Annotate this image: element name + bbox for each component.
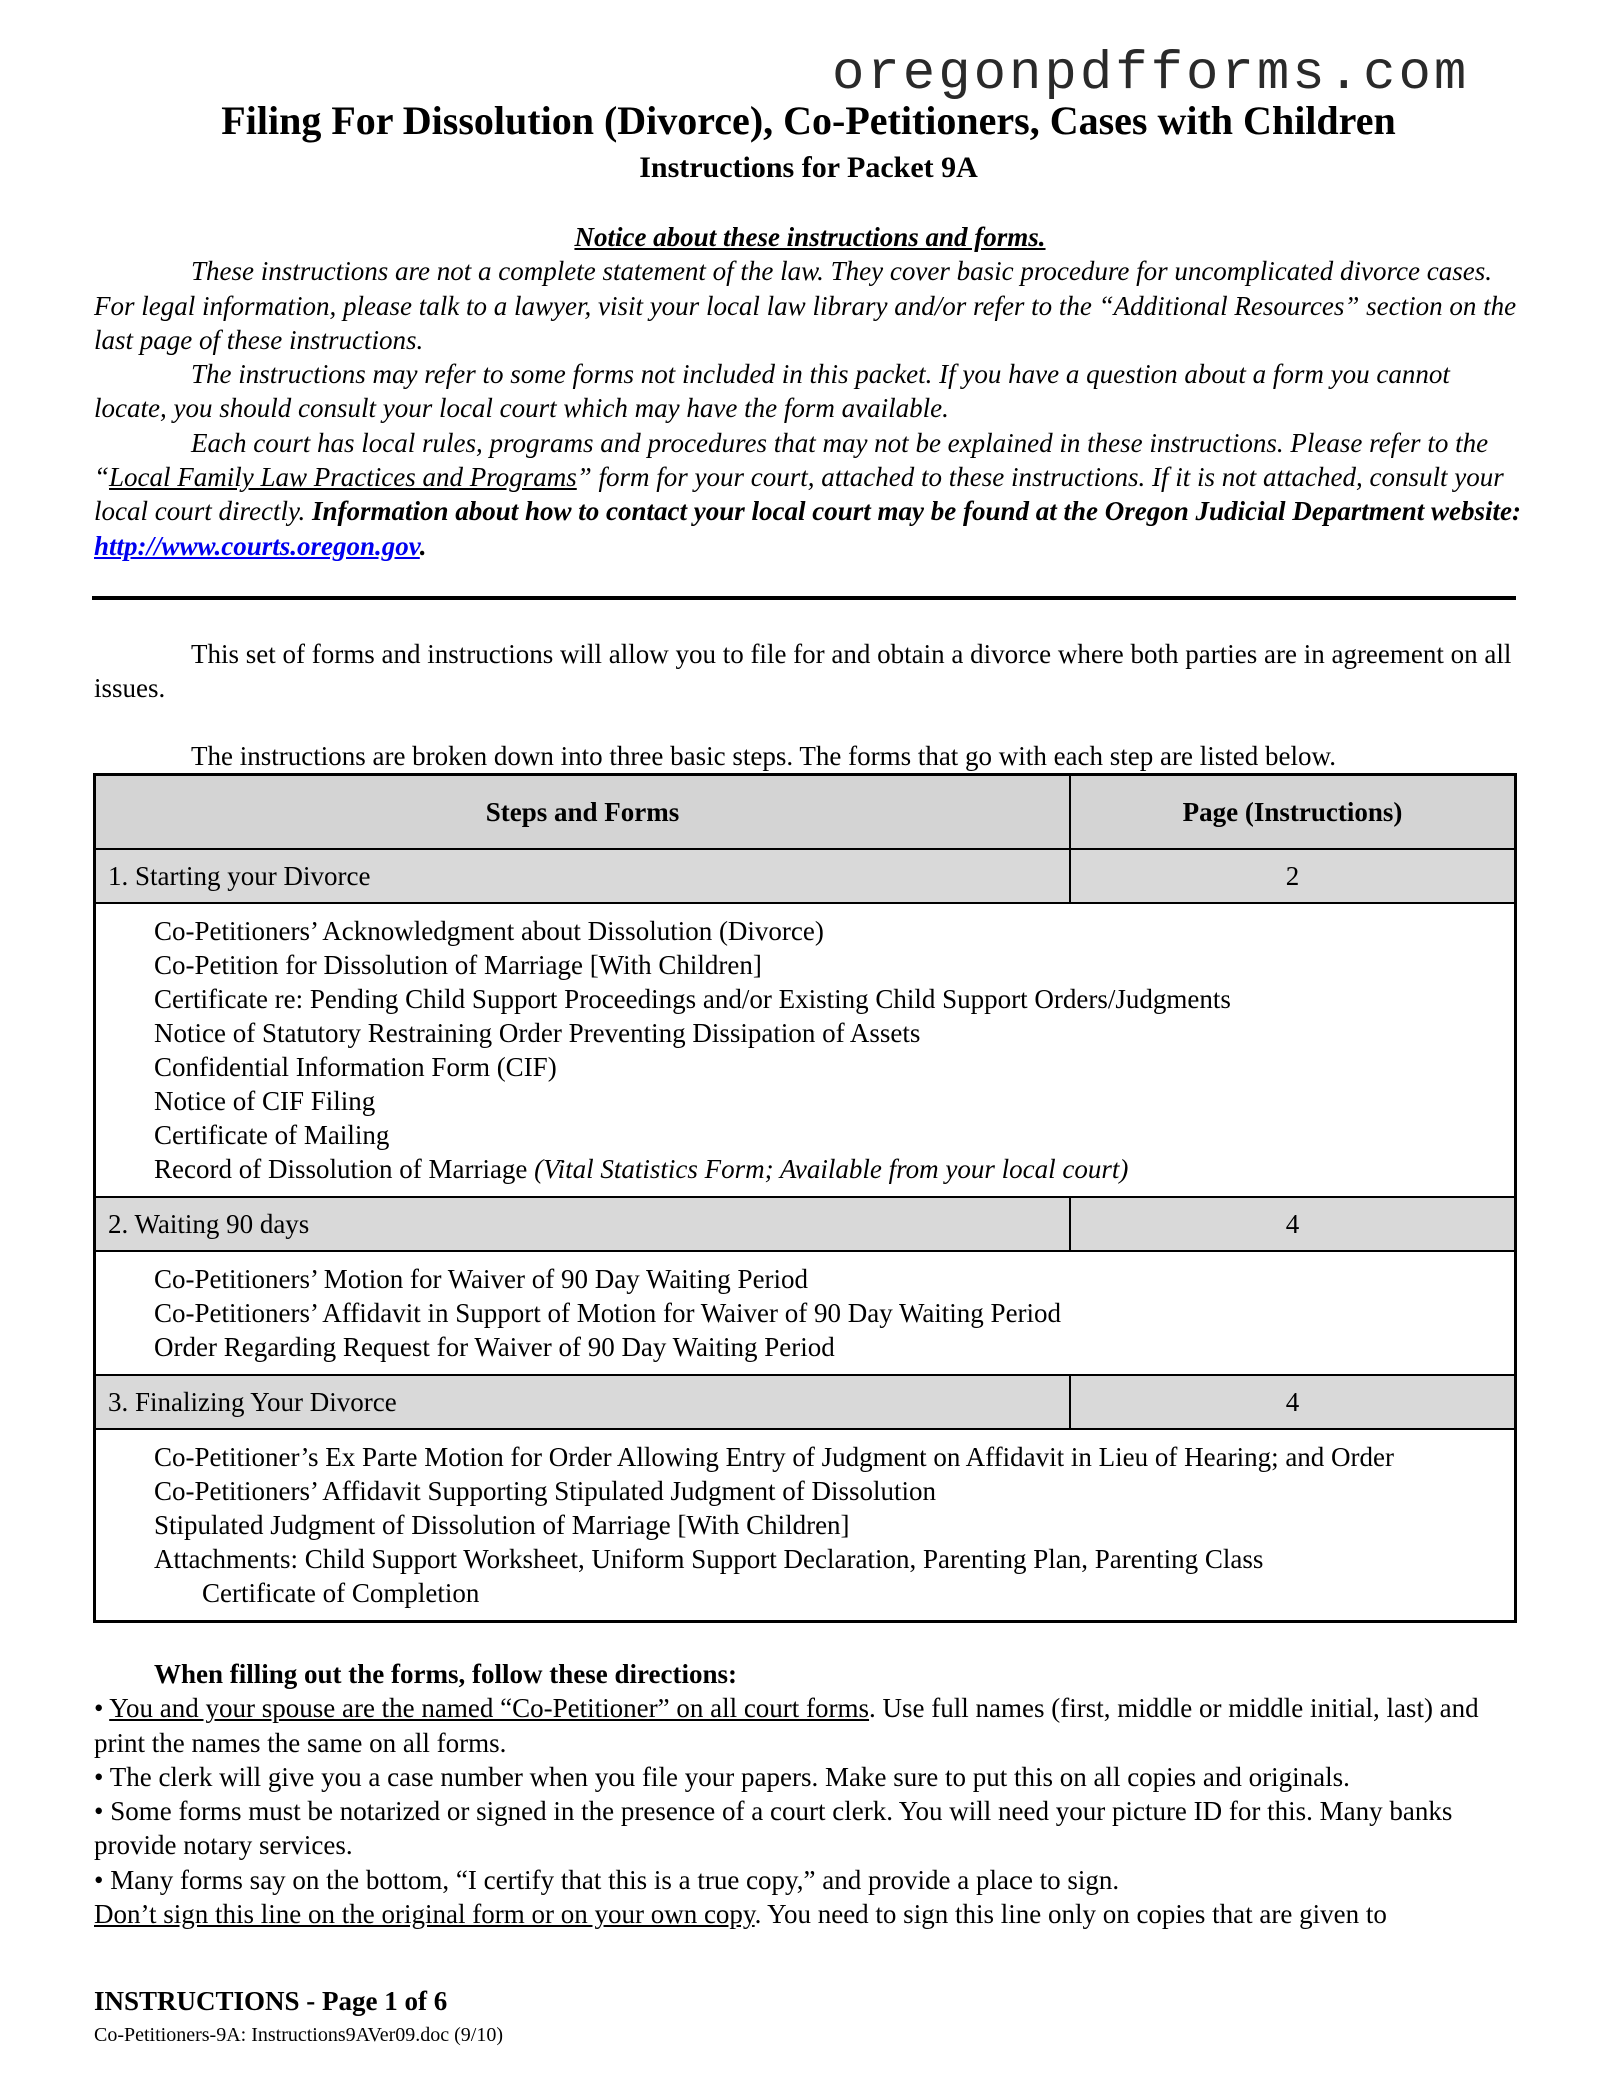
notice-paragraph-3 bbox=[94, 426, 1526, 563]
step-row-3 bbox=[95, 1375, 1516, 1429]
step-forms-1 bbox=[95, 903, 1516, 1197]
notice-paragraph-2: The instructions may refer to some forms not included in this packet. If you have a question about a form you cannot locate, you should consult your local court which may have the form available. bbox=[94, 359, 1450, 424]
directions-section bbox=[94, 1657, 1534, 1931]
notice-p3-text-a: Each court has local rules, programs and procedures that may not be explained in these instructions. Please refer to the “ bbox=[94, 427, 1489, 493]
step-row-2 bbox=[95, 1197, 1516, 1251]
direction-2-text: The clerk will give you a case number when you file your papers. Make sure to put this on all copies and originals. bbox=[109, 1761, 1350, 1792]
intro-paragraph-1-wrap bbox=[94, 637, 1524, 706]
footer-page-number: INSTRUCTIONS - Page 1 of 6 bbox=[94, 1986, 448, 2016]
footer-document-id: Co-Petitioners-9A: Instructions9AVer09.doc (9/10) bbox=[94, 2024, 504, 2046]
step-forms-2 bbox=[95, 1251, 1516, 1375]
direction-5-underlined: Don’t sign this line on the original form or on your own copy bbox=[94, 1899, 755, 1930]
page-subtitle: Instructions for Packet 9A bbox=[639, 151, 978, 184]
form-item: Order Regarding Request for Waiver of 90 Day Waiting Period bbox=[154, 1332, 835, 1362]
step-row-1 bbox=[95, 849, 1516, 903]
form-item: Co-Petitioners’ Affidavit Supporting Stipulated Judgment of Dissolution bbox=[154, 1476, 936, 1506]
form-item: Co-Petitioners’ Affidavit in Support of Motion for Waiver of 90 Day Waiting Period bbox=[154, 1298, 1062, 1328]
direction-1-underlined: You and your spouse are the named “Co-Petitioner” on all court forms bbox=[109, 1693, 870, 1724]
form-item: Certificate of Mailing bbox=[154, 1120, 390, 1150]
intro-paragraph-2-wrap bbox=[94, 739, 1524, 773]
notice-p3-end: . bbox=[419, 530, 427, 561]
direction-5-text: . You need to sign this line only on copies that are given to bbox=[754, 1899, 1387, 1930]
column-header-steps: Steps and Forms bbox=[95, 775, 1071, 850]
form-item: Co-Petitioner’s Ex Parte Motion for Order Allowing Entry of Judgment on Affidavit in Lieu of Hearing; and Order bbox=[154, 1442, 1395, 1472]
notice-section bbox=[94, 220, 1526, 563]
form-item: Notice of Statutory Restraining Order Preventing Dissipation of Assets bbox=[154, 1018, 921, 1048]
table-header-row bbox=[95, 775, 1516, 850]
direction-bullet-3 bbox=[94, 1794, 1534, 1863]
form-item: Co-Petition for Dissolution of Marriage [With Children] bbox=[154, 950, 762, 980]
form-item-text: Record of Dissolution of Marriage bbox=[154, 1154, 535, 1184]
forms-list bbox=[95, 1251, 1516, 1375]
directions-heading: When filling out the forms, follow these directions: bbox=[154, 1659, 737, 1689]
step-label: 2. Waiting 90 days bbox=[95, 1197, 1071, 1251]
notice-paragraph-1: These instructions are not a complete statement of the law. They cover basic procedure for uncomplicated divorce cases. For legal information, please talk to a lawyer, visit your local law library and/or refer to the “Additional Resources” section on the last page of these instructions. bbox=[94, 256, 1517, 355]
form-item: Confidential Information Form (CIF) bbox=[154, 1052, 557, 1082]
section-divider bbox=[92, 596, 1516, 600]
direction-bullet-2 bbox=[94, 1760, 1534, 1794]
intro-paragraph-2: The instructions are broken down into three basic steps. The forms that go with each step are listed below. bbox=[191, 741, 1336, 771]
bullet-glyph: • bbox=[94, 1761, 104, 1792]
courts-website-link[interactable]: http://www.courts.oregon.gov bbox=[94, 530, 420, 561]
step-label: 1. Starting your Divorce bbox=[95, 849, 1071, 903]
notice-heading: Notice about these instructions and forms. bbox=[574, 222, 1046, 252]
direction-4-text: Many forms say on the bottom, “I certify that this is a true copy,” and provide a place to sign. bbox=[110, 1864, 1120, 1895]
column-header-page: Page (Instructions) bbox=[1070, 775, 1516, 850]
bullet-glyph: • bbox=[94, 1796, 104, 1827]
form-item-note: (Vital Statistics Form; Available from your local court) bbox=[534, 1154, 1129, 1184]
direction-bullet-4 bbox=[94, 1863, 1534, 1897]
form-item-continuation: Certificate of Completion bbox=[202, 1578, 480, 1608]
intro-paragraph-1: This set of forms and instructions will allow you to file for and obtain a divorce where both parties are in agreement on all issues. bbox=[94, 639, 1512, 704]
step-page: 2 bbox=[1070, 849, 1516, 903]
step-label: 3. Finalizing Your Divorce bbox=[95, 1375, 1071, 1429]
step-page: 4 bbox=[1070, 1197, 1516, 1251]
bullet-glyph: • bbox=[94, 1693, 104, 1724]
watermark: oregonpdfforms.com bbox=[832, 44, 1470, 105]
form-item: Stipulated Judgment of Dissolution of Marriage [With Children] bbox=[154, 1510, 850, 1540]
steps-table bbox=[93, 773, 1517, 1623]
form-item: Attachments: Child Support Worksheet, Uniform Support Declaration, Parenting Plan, Parenting Class bbox=[154, 1544, 1264, 1574]
page-title: Filing For Dissolution (Divorce), Co-Petitioners, Cases with Children bbox=[221, 98, 1396, 143]
direction-3-text: Some forms must be notarized or signed in the presence of a court clerk. You will need your picture ID for this. Many banks provide notary services. bbox=[94, 1796, 1453, 1861]
notice-p3-bold: Information about how to contact your local court may be found at the Oregon Judicial Department website: bbox=[311, 496, 1522, 527]
form-item bbox=[154, 1152, 1514, 1186]
form-item: Notice of CIF Filing bbox=[154, 1086, 376, 1116]
forms-list bbox=[95, 903, 1516, 1197]
form-item: Certificate re: Pending Child Support Proceedings and/or Existing Child Support Orders/Judgments bbox=[154, 984, 1231, 1014]
notice-p3-text-b: ” form for your court, attached to these instructions. If it is not attached, consult your local court directly. bbox=[94, 462, 1504, 527]
form-item: Co-Petitioners’ Acknowledgment about Dissolution (Divorce) bbox=[154, 916, 824, 946]
step-forms-3 bbox=[95, 1429, 1516, 1622]
form-item: Co-Petitioners’ Motion for Waiver of 90 Day Waiting Period bbox=[154, 1264, 809, 1294]
direction-continuation bbox=[94, 1897, 1534, 1931]
direction-1-text: . Use full names (first, middle or middle initial, last) and print the names the same on all forms. bbox=[94, 1693, 1479, 1758]
step-page: 4 bbox=[1070, 1375, 1516, 1429]
forms-list bbox=[95, 1429, 1516, 1622]
bullet-glyph: • bbox=[94, 1864, 104, 1895]
direction-bullet-1 bbox=[94, 1691, 1534, 1760]
local-practices-link[interactable]: Local Family Law Practices and Programs bbox=[109, 462, 577, 493]
